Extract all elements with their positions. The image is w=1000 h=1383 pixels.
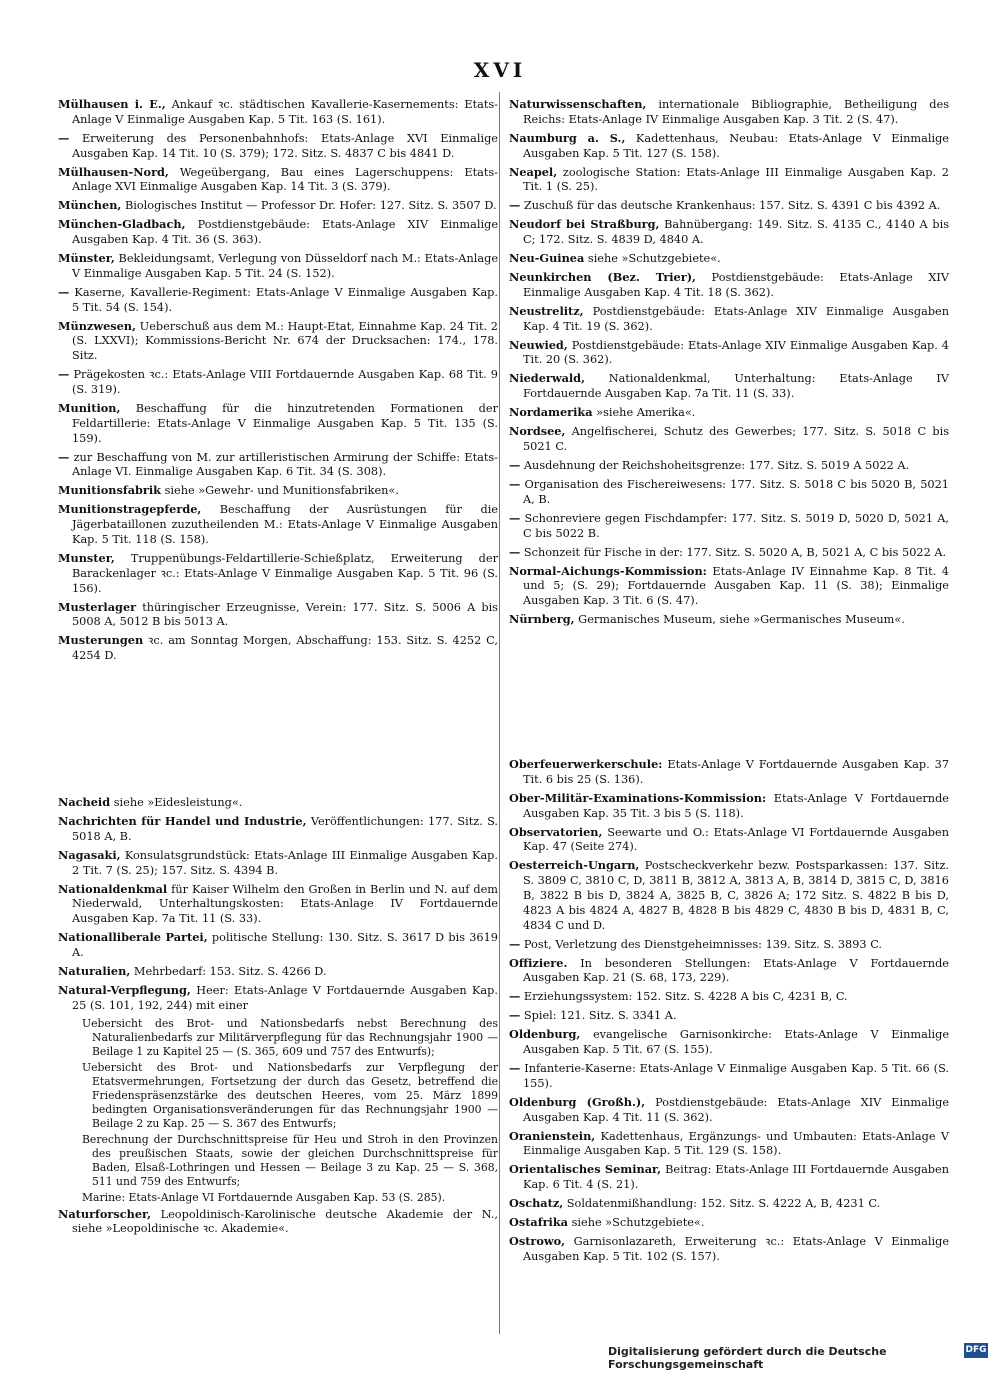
entry-headword: Munition, [58,401,121,416]
index-entry [58,964,498,980]
index-entry [58,198,498,214]
entry-text: Beitrag: Etats-Anlage III Fortdauernde Ausgaben Kap. 6 Tit. 4 (S. 21). [523,1163,949,1192]
index-entry [58,483,498,499]
entry-text: Erweiterung des Personenbahnhofs: Etats-Anlage XVI Einmalige Ausgaben Kap. 14 Tit. 10 (S. 379); 172. Sitz. S. 4837 C bis 4841 D. [72,131,498,160]
entry-headword: — [58,449,70,464]
entry-headword: — [509,198,521,213]
index-entry [509,1215,949,1231]
entry-headword: Musterungen [58,633,144,648]
footer-credit: Digitalisierung gefördert durch die Deutsche Forschungsgemeinschaft [608,1345,887,1371]
entry-text: Bahnübergang: 149. Sitz. S. 4135 C., 4140 A bis C; 172. Sitz. S. 4839 D, 4840 A. [523,218,950,247]
entry-headword: — [58,284,70,299]
entry-text: Etats-Anlage V Fortdauernde Ausgaben Kap. 37 Tit. 6 bis 25 (S. 136). [523,758,950,786]
entry-headword: Normal-Aichungs-Kommission: [509,563,707,578]
index-entry [509,937,949,953]
entry-headword: — [509,544,521,559]
index-entry [509,1061,949,1092]
index-entry [58,633,498,664]
index-entry [509,757,949,788]
entry-text: Garnisonlazareth, Erweiterung ꝛc.: Etats-Anlage V Einmalige Ausgaben Kap. 5 Tit. 102 (S. 157). [523,1235,949,1263]
index-entry [509,165,949,196]
index-entry [58,983,498,1014]
entry-text: Nationaldenkmal, Unterhaltung: Etats-Anlage IV Fortdauernde Ausgaben Kap. 7a Tit. 11 (S. 33). [523,372,949,401]
entry-text: zoologische Station: Etats-Anlage III Einmalige Ausgaben Kap. 2 Tit. 1 (S. 25). [523,165,949,194]
entry-headword: Musterlager [58,599,137,614]
entry-text: Kaserne, Kavallerie-Regiment: Etats-Anlage V Einmalige Ausgaben Kap. 5 Tit. 54 (S. 154). [72,285,499,314]
index-entry [58,131,498,162]
entry-text: Postdienstgebäude: Etats-Anlage XIV Einmalige Ausgaben Kap. 4 Tit. 20 (S. 362). [523,338,949,367]
index-entry [509,251,949,267]
index-entry [509,956,949,987]
entry-headword: — [509,510,521,525]
dfg-logo: DFG [964,1343,988,1358]
entry-headword: Oldenburg, [509,1027,581,1042]
entry-headword: — [58,130,70,145]
entry-headword: Naturwissenschaften, [509,97,647,111]
entry-headword: Neunkirchen (Bez. Trier), [509,270,696,285]
index-entry [509,858,949,933]
index-entry [509,1196,949,1212]
entry-headword: — [509,1008,521,1023]
entry-headword: Nürnberg, [509,612,575,627]
index-entry [58,502,498,547]
entry-headword: Neuwied, [509,337,568,352]
entry-text: Postdienstgebäude: Etats-Anlage XIV Einmalige Ausgaben Kap. 4 Tit. 36 (S. 363). [72,218,499,247]
index-entry [509,1162,949,1193]
entry-text: Bekleidungsamt, Verlegung von Düsseldorf nach M.: Etats-Anlage V Einmalige Ausgaben Kap. 5 Tit. 24 (S. 152). [72,252,499,280]
left-column-bottom [58,795,498,1240]
sub-entry: Berechnung der Durchschnittspreise für Heu und Stroh in den Provinzen des preußischen Staats, sowie der gleichen Durchschnittspreise für Baden, Elsaß-Lothringen und Hessen — Beilage 3 zu Kap. 25 — S. 368, 511 und 759 des Entwurfs; [82,1132,498,1188]
entry-headword: Neu-Guinea [509,251,585,266]
right-column-bottom [509,757,949,1268]
entry-headword: Oldenburg (Großh.), [509,1094,646,1109]
entry-headword: Naumburg a. S., [509,130,626,145]
entry-headword: Mülhausen i. E., [58,97,166,111]
entry-headword: Nationalliberale Partei, [58,930,208,945]
entry-text: Ueberschuß aus dem M.: Haupt-Etat, Einnahme Kap. 24 Tit. 2 (S. LXXVI); Kommissions-Bericht Nr. 674 der Drucksachen: 174., 178. Sitz. [72,319,498,363]
entry-text: internationale Bibliographie, Betheiligung des Reichs: Etats-Anlage IV Einmalige Ausgaben Kap. 3 Tit. 2 (S. 47). [523,98,949,126]
index-entry [509,825,949,856]
index-entry [58,97,498,128]
entry-headword: Ostafrika [509,1215,568,1230]
entry-headword: München-Gladbach, [58,217,186,232]
entry-text: Angelfischerei, Schutz des Gewerbes; 177. Sitz. S. 5018 C bis 5021 C. [523,425,950,453]
index-entry [509,97,949,128]
index-entry [509,1234,949,1265]
entry-text: Postscheckverkehr bezw. Postsparkassen: 137. Sitz. S. 3809 C, 3810 C, D, 3811 B, 3812 A, 3813 A, B, 3814 D, 3815 C, D, 3816 B, 3822 B bis D, 3824 A, 3825 B, C, 3826 A; 172 Sitz. S. 4822 B bis D, 4823 A bis 4824 A, 4827 B, 4828 B bis 4829 C, 4830 B bis D, 4831 B, C, 4834 C und D. [523,859,950,932]
index-entry [58,450,498,481]
entry-text: In besonderen Stellungen: Etats-Anlage V Fortdauernde Ausgaben Kap. 21 (S. 68, 173, 229). [523,956,949,985]
entry-text: Beschaffung für die hinzutretenden Formationen der Feldartillerie: Etats-Anlage V Einmalige Ausgaben Kap. 5 Tit. 135 (S. 159). [72,402,498,445]
index-entry [58,814,498,845]
entry-headword: Munster, [58,550,115,565]
index-entry [509,458,949,474]
entry-text: Spiel: 121. Sitz. S. 3341 A. [523,1009,677,1023]
entry-text: Etats-Anlage V Fortdauernde Ausgaben Kap. 35 Tit. 3 bis 5 (S. 118). [523,791,949,820]
index-entry [509,1008,949,1024]
index-entry [58,600,498,631]
page-number: XVI [473,58,527,82]
entry-headword: — [58,367,70,382]
sub-entry: Marine: Etats-Anlage VI Fortdauernde Ausgaben Kap. 53 (S. 285). [82,1190,446,1204]
right-column-top [509,97,949,631]
entry-text: evangelische Garnisonkirche: Etats-Anlage V Einmalige Ausgaben Kap. 5 Tit. 67 (S. 155). [523,1028,950,1057]
entry-headword: Oberfeuerwerkerschule: [509,757,663,771]
entry-text: Ausdehnung der Reichshoheitsgrenze: 177. Sitz. S. 5019 A 5022 A. [523,458,910,472]
index-entry [509,791,949,822]
entry-text: Kadettenhaus, Neubau: Etats-Anlage V Einmalige Ausgaben Kap. 5 Tit. 127 (S. 158). [523,131,949,160]
entry-headword: Nachrichten für Handel und Industrie, [58,813,307,828]
index-entry [509,424,949,455]
entry-headword: — [509,476,521,491]
index-entry [509,511,949,542]
entry-text: zur Beschaffung von M. zur artilleristischen Armirung der Schiffe: Etats-Anlage VI. Einmalige Ausgaben Kap. 6 Tit. 34 (S. 308). [72,450,499,479]
entry-text: siehe »Schutzgebiete«. [587,252,721,266]
index-entry [509,477,949,508]
entry-text: siehe »Eidesleistung«. [113,796,243,809]
index-entry [58,367,498,398]
entry-text: Biologisches Institut — Professor Dr. Hofer: 127. Sitz. S. 3507 D. [124,199,497,213]
entry-headword: Natural-Verpflegung, [58,982,191,997]
index-entry [58,551,498,596]
entry-text: Germanisches Museum, siehe »Germanisches Museum«. [578,613,905,627]
entry-headword: Nordsee, [509,424,566,439]
entry-text: für Kaiser Wilhelm den Großen in Berlin und N. auf dem Niederwald, Unterhaltungskosten: Etats-Anlage IV Fortdauernde Ausgaben Kap. 7a Tit. 11 (S. 33). [72,882,498,926]
entry-headword: Ober-Militär-Examinations-Kommission: [509,790,767,805]
entry-headword: Münster, [58,251,115,266]
entry-text: Postdienstgebäude: Etats-Anlage XIV Einmalige Ausgaben Kap. 4 Tit. 18 (S. 362). [523,271,950,299]
entry-text: thüringischer Erzeugnisse, Verein: 177. Sitz. S. 5006 A bis 5008 A, 5012 B bis 5013 A. [72,600,498,629]
index-entry [509,371,949,402]
index-entry [509,564,949,609]
entry-headword: Ostrowo, [509,1234,566,1249]
index-entry [58,319,498,364]
entry-headword: — [509,1061,521,1076]
entry-text: Postdienstgebäude: Etats-Anlage XIV Einmalige Ausgaben Kap. 4 Tit. 11 (S. 362). [523,1095,950,1124]
entry-text: ꝛc. am Sonntag Morgen, Abschaffung: 153. Sitz. S. 4252 C, 4254 D. [72,634,498,663]
entry-text: Erziehungssystem: 152. Sitz. S. 4228 A bis C, 4231 B, C. [523,990,848,1004]
index-entry [509,304,949,335]
entry-text: Organisation des Fischereiwesens: 177. Sitz. S. 5018 C bis 5020 B, 5021 A, B. [523,477,949,506]
entry-text: Seewarte und O.: Etats-Anlage VI Fortdauernde Ausgaben Kap. 47 (Seite 274). [523,825,949,854]
entry-headword: Offiziere. [509,955,568,970]
entry-headword: Observatorien, [509,824,603,839]
entry-text: Veröffentlichungen: 177. Sitz. S. 5018 A, B. [72,814,499,843]
entry-headword: Mülhausen-Nord, [58,164,169,179]
index-entry [509,989,949,1005]
entry-text: Post, Verletzung des Dienstgeheimnisses: 139. Sitz. S. 3893 C. [523,937,883,951]
sub-entry: Uebersicht des Brot- und Nationsbedarfs nebst Berechnung des Naturalienbedarfs zur Militärverpflegung für das Rechnungsjahr 1900 — Beilage 1 zu Kapitel 25 — (S. 365, 609 und 757 des Entwurfs); [82,1016,498,1058]
index-entry [58,1207,498,1238]
entry-text: Heer: Etats-Anlage V Fortdauernde Ausgaben Kap. 25 (S. 101, 192, 244) mit einer [72,983,498,1012]
entry-text: Etats-Anlage IV Einnahme Kap. 8 Tit. 4 und 5; (S. 29); Fortdauernde Ausgaben Kap. 11 (S. 38); Einmalige Ausgaben Kap. 3 Tit. 6 (S. 47). [523,564,949,608]
index-entry [58,882,498,927]
entry-text: Konsulatsgrundstück: Etats-Anlage III Einmalige Ausgaben Kap. 2 Tit. 7 (S. 25); 157. Sitz. S. 4394 B. [72,848,499,877]
entry-headword: Naturalien, [58,963,131,978]
entry-text: Zuschuß für das deutsche Krankenhaus: 157. Sitz. S. 4391 C bis 4392 A. [523,199,941,213]
entry-text: Infanterie-Kaserne: Etats-Anlage V Einmalige Ausgaben Kap. 5 Tit. 66 (S. 155). [523,1062,950,1090]
entry-text: Leopoldinisch-Karolinische deutsche Akademie der N., siehe »Leopoldinische ꝛc. Akademie«. [72,1207,499,1236]
entry-headword: Munitionsfabrik [58,483,161,498]
index-entry [509,270,949,301]
index-entry [509,1027,949,1058]
entry-headword: — [509,457,521,472]
index-entry [58,930,498,961]
entry-text: siehe »Schutzgebiete«. [571,1216,705,1230]
entry-text: siehe »Gewehr- und Munitionsfabriken«. [164,484,399,498]
column-divider [499,92,500,1334]
index-entry [509,198,949,214]
index-entry [509,545,949,561]
index-entry [509,131,949,162]
entry-text: Kadettenhaus, Ergänzungs- und Umbauten: Etats-Anlage V Einmalige Ausgaben Kap. 5 Tit. 129 (S. 158). [523,1129,949,1158]
index-entry [58,285,498,316]
entry-text: Ankauf ꝛc. städtischen Kavallerie-Kasernements: Etats-Anlage V Einmalige Ausgaben Kap. 5 Tit. 163 (S. 161). [72,98,498,126]
entry-text: Truppenübungs-Feldartillerie-Schießplatz, Erweiterung der Barackenlager ꝛc.: Etats-Anlage V Einmalige Ausgaben Kap. 5 Tit. 96 (S. 156). [72,551,498,595]
index-entry [509,1129,949,1160]
entry-headword: Naturforscher, [58,1206,152,1221]
entry-text: Schonzeit für Fische in der: 177. Sitz. S. 5020 A, B, 5021 A, C bis 5022 A. [523,545,947,559]
entry-text: Wegeübergang, Bau eines Lagerschuppens: Etats-Anlage XVI Einmalige Ausgaben Kap. 14 Tit. 3 (S. 379). [72,165,498,194]
entry-text: Mehrbedarf: 153. Sitz. S. 4266 D. [133,964,327,978]
entry-headword: Oesterreich-Ungarn, [509,858,640,873]
entry-headword: Orientalisches Seminar, [509,1162,662,1177]
entry-headword: Nationaldenkmal [58,881,168,896]
left-column-top [58,97,498,667]
entry-headword: Nagasaki, [58,847,121,862]
entry-text: Beschaffung der Ausrüstungen für die Jägerbataillonen zuzutheilenden M.: Etats-Anlage V Einmalige Ausgaben Kap. 5 Tit. 118 (S. 158). [72,503,498,546]
entry-headword: Neudorf bei Straßburg, [509,217,660,232]
entry-text: Soldatenmißhandlung: 152. Sitz. S. 4222 A, B, 4231 C. [566,1197,881,1211]
entry-text: Prägekosten ꝛc.: Etats-Anlage VIII Fortdauernde Ausgaben Kap. 68 Tit. 9 (S. 319). [72,368,498,397]
entry-headword: — [509,989,521,1004]
index-entry [509,217,949,248]
entry-headword: Neustrelitz, [509,303,584,318]
index-entry [58,165,498,196]
entry-text: »siehe Amerika«. [596,406,696,420]
index-entry [509,612,949,628]
index-entry [509,405,949,421]
entry-headword: Oranienstein, [509,1128,596,1143]
sub-entry: Uebersicht des Brot- und Nationsbedarfs zur Verpflegung der Etatsvermehrungen, Fortsetzung der durch das Gesetz, betreffend die Friedenspräsenzstärke des deutschen Heeres, vom 25. März 1899 bedingten Organisationsveränderungen für das Rechnungsjahr 1900 — Beilage 2 zu Kap. 25 — S. 367 des Entwurfs; [82,1060,498,1130]
entry-text: Postdienstgebäude: Etats-Anlage XIV Einmalige Ausgaben Kap. 4 Tit. 19 (S. 362). [523,304,950,333]
index-entry [58,251,498,282]
index-entry [509,1095,949,1126]
entry-headword: Nordamerika [509,405,593,420]
entry-headword: Niederwald, [509,371,586,386]
index-entry [509,338,949,369]
entry-headword: Munitionstragepferde, [58,502,202,517]
index-entry [58,848,498,879]
entry-headword: Neapel, [509,164,558,179]
index-entry [58,401,498,446]
entry-headword: Nacheid [58,795,111,809]
entry-text: Schonreviere gegen Fischdampfer: 177. Sitz. S. 5019 D, 5020 D, 5021 A, C bis 5022 B. [523,511,949,540]
entry-headword: Münzwesen, [58,318,136,333]
index-entry [58,795,498,811]
index-entry [58,217,498,248]
entry-headword: Oschatz, [509,1196,564,1211]
entry-headword: München, [58,198,122,213]
entry-text: politische Stellung: 130. Sitz. S. 3617 D bis 3619 A. [72,931,498,959]
entry-headword: — [509,936,521,951]
